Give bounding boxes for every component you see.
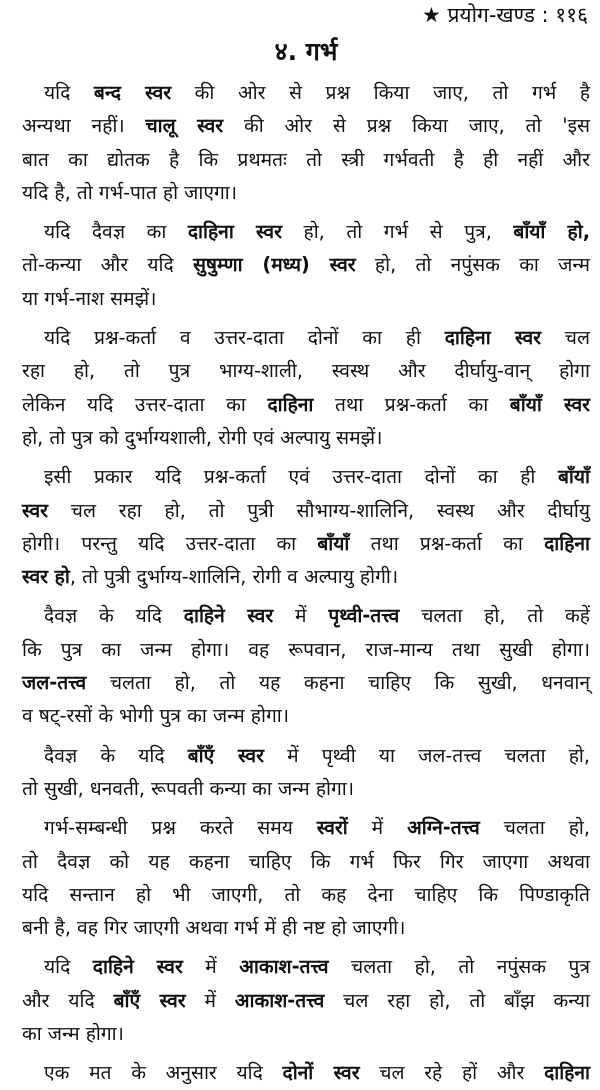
paragraph bbox=[22, 460, 590, 593]
text-run: चल रहे हों और bbox=[359, 1061, 545, 1085]
bold-term: आकाश-तत्त्व bbox=[239, 955, 329, 979]
text-run: चलता हो, तो नपुंसक पुत्र bbox=[328, 955, 590, 979]
text-line bbox=[22, 176, 590, 209]
text-run: बनी है, वह गिर जाएगी अथवा गर्भ में ही नष्ट हो जाएगी। bbox=[22, 916, 406, 940]
text-run: तथा प्रश्न-कर्ता का bbox=[313, 392, 510, 416]
text-line bbox=[22, 109, 590, 142]
text-run: तथा प्रश्न-कर्ता का bbox=[349, 531, 545, 555]
text-run: की ओर से प्रश्न किया जाए, तो गर्भ है bbox=[171, 81, 591, 104]
bold-term: दाहिना bbox=[267, 392, 314, 416]
text-run: होगी। परन्तु यदि उत्तर-दाता का bbox=[22, 531, 318, 555]
text-run: लेकिन यदि उत्तर-दाता का bbox=[22, 392, 268, 416]
text-run: अन्यथा नहीं। bbox=[22, 114, 146, 138]
paragraph bbox=[22, 599, 590, 732]
bold-term: बाँएँ स्वर bbox=[187, 743, 264, 767]
text-line bbox=[22, 633, 590, 666]
text-run: कि पुत्र का जन्म होगा। वह रूपवान, राज-मान्य तथा सुखी होगा। bbox=[22, 637, 590, 661]
text-run: हो, तो नपुंसक का जन्म bbox=[355, 253, 590, 277]
text-line bbox=[22, 248, 590, 281]
text-line bbox=[22, 527, 590, 560]
text-line bbox=[22, 811, 590, 844]
bold-term: दाहिने स्वर bbox=[92, 955, 183, 979]
text-run: चलता हो, bbox=[479, 816, 590, 840]
bold-term: दाहिना bbox=[544, 531, 590, 555]
bold-term: दाहिना स्वर bbox=[187, 220, 282, 244]
text-run: गर्भ-सम्बन्धी प्रश्न करते समय bbox=[44, 816, 317, 840]
text-run: हो, तो पुत्र को दुर्भाग्यशाली, रोगी एवं अल्पायु समझें। bbox=[22, 425, 383, 449]
text-run: दैवज्ञ के यदि bbox=[44, 743, 188, 767]
text-run: यदि दैवज्ञ का bbox=[44, 220, 188, 244]
text-line bbox=[22, 460, 590, 493]
text-line bbox=[22, 878, 590, 911]
text-line bbox=[22, 321, 590, 354]
text-run: तो दैवज्ञ को यह कहना चाहिए कि गर्भ फिर गिर जाएगा अथवा bbox=[22, 849, 590, 873]
text-run: यदि प्रश्न-कर्ता व उत्तर-दाता दोनों का ही bbox=[44, 326, 445, 350]
paragraph bbox=[22, 76, 590, 209]
text-line bbox=[22, 911, 590, 944]
text-run: में bbox=[182, 955, 240, 979]
text-line bbox=[22, 76, 590, 109]
paragraph bbox=[22, 811, 590, 944]
paragraph bbox=[22, 950, 590, 1050]
bold-term: सुषुम्णा (मध्य) स्वर bbox=[192, 253, 356, 277]
chapter-title: ४. गर्भ bbox=[274, 37, 338, 66]
text-line bbox=[22, 1056, 590, 1089]
text-line bbox=[22, 1017, 590, 1050]
paragraph bbox=[22, 739, 590, 806]
bold-term: जल-तत्त्व bbox=[22, 671, 87, 695]
text-run: यदि सन्तान हो भी जाएगी, तो कह देना चाहिए कि पिण्डाकृति bbox=[22, 882, 590, 906]
text-run: एक मत के अनुसार यदि bbox=[44, 1061, 283, 1085]
text-run: में पृथ्वी या जल-तत्त्व चलता हो, bbox=[263, 743, 590, 767]
text-run: इसी प्रकार यदि प्रश्न-कर्ता एवं उत्तर-दाता दोनों का ही bbox=[44, 465, 558, 489]
bold-term: अग्नि-तत्त्व bbox=[407, 816, 480, 840]
text-line bbox=[22, 421, 590, 454]
text-line bbox=[22, 354, 590, 387]
text-run: चलता हो, तो यह कहना चाहिए कि सुखी, धनवान् bbox=[86, 671, 590, 695]
text-line bbox=[22, 984, 590, 1017]
text-run: यदि है, तो गर्भ-पात हो जाएगा। bbox=[22, 180, 238, 204]
text-run: , तो पुत्री दुर्भाग्य-शालिनि, रोगी व अल्पायु होगी। bbox=[69, 565, 399, 589]
bold-term: स्वर bbox=[22, 498, 48, 522]
text-line bbox=[22, 282, 590, 315]
running-head: ★ प्रयोग-खण्ड : ११६ bbox=[421, 3, 588, 27]
bold-term: बाँएँ स्वर bbox=[113, 988, 186, 1012]
bold-term: स्वर हो bbox=[22, 565, 70, 589]
bold-term: बाँयाँ bbox=[557, 465, 590, 489]
text-run: हो, तो गर्भ से पुत्र, bbox=[281, 220, 514, 244]
text-line bbox=[22, 666, 590, 699]
text-line bbox=[22, 560, 590, 593]
bold-term: पृथ्वी-तत्त्व bbox=[328, 604, 400, 628]
text-line bbox=[22, 494, 590, 527]
text-run: तो-कन्या और यदि bbox=[22, 253, 193, 277]
text-run: चल रहा हो, तो पुत्री सौभाग्य-शालिनि, स्वस्थ और दीर्घायु bbox=[47, 498, 590, 522]
paragraph bbox=[22, 1056, 590, 1089]
text-line bbox=[22, 739, 590, 772]
text-line bbox=[22, 950, 590, 983]
text-run: चलता हो, तो कहें bbox=[399, 604, 590, 628]
text-line bbox=[22, 845, 590, 878]
bold-term: बाँयाँ स्वर bbox=[509, 392, 590, 416]
text-run: दैवज्ञ के यदि bbox=[44, 604, 184, 628]
bold-term: दाहिना स्वर bbox=[444, 326, 542, 350]
text-run: तो सुखी, धनवती, रूपवती कन्या का जन्म होगा। bbox=[22, 776, 355, 800]
text-run: चल bbox=[541, 326, 590, 350]
text-run: की ओर से प्रश्न किया जाए, तो 'इस bbox=[223, 114, 590, 138]
body-text bbox=[22, 76, 590, 1090]
bold-term: दाहिने स्वर bbox=[183, 604, 274, 628]
paragraph bbox=[22, 215, 590, 315]
bold-term: स्वरों bbox=[316, 816, 348, 840]
text-line bbox=[22, 388, 590, 421]
text-line bbox=[22, 143, 590, 176]
text-run: यदि bbox=[44, 81, 94, 104]
text-run: और यदि bbox=[22, 988, 114, 1012]
text-run: का जन्म होगा। bbox=[22, 1022, 124, 1046]
text-line bbox=[22, 599, 590, 632]
text-run: में bbox=[273, 604, 329, 628]
text-run: बात का द्योतक है कि प्रथमतः तो स्त्री गर्भवती है ही नहीं और bbox=[22, 147, 590, 171]
text-run: यदि bbox=[44, 955, 93, 979]
text-run: में bbox=[347, 816, 408, 840]
text-run: व षट्-रसों के भोगी पुत्र का जन्म होगा। bbox=[22, 704, 290, 728]
bold-term: चालू स्वर bbox=[145, 114, 224, 138]
text-run: में bbox=[185, 988, 235, 1012]
bold-term: बाँयाँ bbox=[317, 531, 350, 555]
paragraph bbox=[22, 321, 590, 454]
text-run: या गर्भ-नाश समझें। bbox=[22, 286, 157, 310]
text-line bbox=[22, 772, 590, 805]
text-line bbox=[22, 215, 590, 248]
bold-term: बाँयाँ हो, bbox=[513, 220, 590, 244]
bold-term: दोनों स्वर bbox=[282, 1061, 360, 1085]
text-line bbox=[22, 699, 590, 732]
bold-term: दाहिना bbox=[544, 1061, 590, 1085]
bold-term: आकाश-तत्त्व bbox=[234, 988, 325, 1012]
text-run: रहा हो, तो पुत्र भाग्य-शाली, स्वस्थ और दीर्घायु-वान् होगा bbox=[22, 359, 590, 383]
bold-term: बन्द स्वर bbox=[93, 81, 172, 104]
text-run: चल रहा हो, तो बाँझ कन्या bbox=[324, 988, 590, 1012]
